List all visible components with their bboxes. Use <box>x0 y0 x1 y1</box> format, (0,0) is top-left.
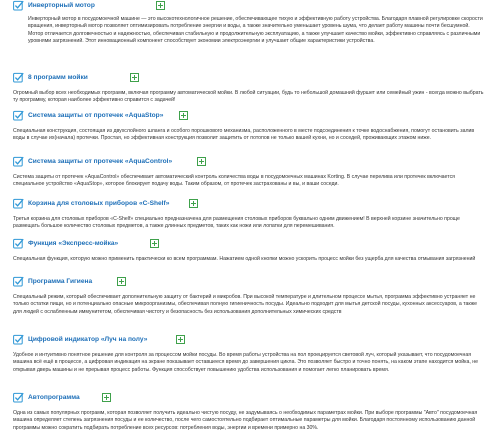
feature-header <box>13 238 484 252</box>
feature-header <box>13 0 484 14</box>
feature-description: Специальный режим, который обеспечивает дополнительную защиту от бактерий и микробов. При высокой температуре и длительном процессе мытья, программа эффективно устраняет не только остатки пищи, но и потенциально опасные микроорганизмы, обеспечивая полную гигиеничность посуды. Идеально подходит для мытья детской посуды, кухонных аксессуаров, а также для людей с ослабленным иммунитетом, обеспечивая чистоту и безопасность без использования дополнительных химических средств <box>13 294 478 315</box>
feature-8-programs <box>0 72 500 105</box>
feature-title: Программа Гигиена <box>28 278 93 285</box>
checkbox-icon <box>13 238 24 249</box>
checkbox-icon <box>13 276 24 287</box>
feature-title: Система защиты от протечек «AquaControl» <box>28 158 173 165</box>
expand-plus-button[interactable] <box>150 239 159 248</box>
checkbox-icon <box>13 72 24 83</box>
feature-header <box>13 110 484 124</box>
feature-title: 8 программ мойки <box>28 74 88 81</box>
feature-header <box>13 198 484 212</box>
feature-express-wash <box>0 238 500 263</box>
expand-plus-button[interactable] <box>197 157 206 166</box>
feature-header <box>13 276 484 290</box>
expand-plus-button[interactable] <box>130 73 139 82</box>
expand-plus-button[interactable] <box>179 111 188 120</box>
feature-header <box>13 156 484 170</box>
feature-header <box>13 72 484 86</box>
checkbox-icon <box>13 334 24 345</box>
feature-description: Специальная функция, которую можно применить практически ко всем программам. Нажатием одной кнопки можно ускорить процесс мойки без ущерба для качества отмывания загрязнений <box>13 256 476 262</box>
checkbox-icon <box>13 110 24 121</box>
expand-plus-button[interactable] <box>156 1 165 10</box>
feature-description: Удобное и интуитивно понятное решение для контроля за процессом мойки посуды. Во время работы устройства на пол проецируется световой луч, который указывает, что посудомоечная машина всё ещё в процессе, а цифровая индикация на экране показывает оставшееся время до завершения цикла. Это позволяет быстро и точно понять, на каком этапе находится мойка, не открывая дверь машины и не прерывая процесс работы. Функция способствует повышению удобства использования и помогает легко планировать время. <box>13 352 479 373</box>
feature-description: Инверторный мотор в посудомоечной машине — это высокотехнологичное решение, обеспечивающее тихую и эффективную работу устройства. Благодаря плавной регулировке скорости вращения, инверторный мотор позволяет оптимизировать потребление энергии и воды, а также значительно уменьшает уровень шума, что делает работу машины почти бесшумной. Мотор отличается долговечностью и надежностью, обеспечивая стабильную и продолжительную эксплуатацию, а также улучшает качество мойки, эффективно справляясь с различными уровнями загрязнений. Этот инновационный компонент способствует экономии электроэнергии и улучшает общие характеристики устройства. <box>28 16 483 45</box>
feature-c-shelf <box>0 198 500 231</box>
feature-description: Третья корзина для столовых приборов «C-Shelf» специально предназначена для размещения столовых приборов буквально одним движением! В верхней корзине значительно проще размещать большое количество столовых предметов, а также длинных предметов, таких как ножи или лопатки для перемешивания. <box>13 216 460 230</box>
feature-title: Система защиты от протечек «AquaStop» <box>28 112 164 119</box>
feature-header <box>13 334 484 348</box>
feature-title: Корзина для столовых приборов «C-Shelf» <box>28 200 170 207</box>
checkbox-icon <box>13 392 24 403</box>
feature-aquacontrol <box>0 156 500 189</box>
feature-title: Функция «Экспресс-мойка» <box>28 240 119 247</box>
feature-inverter-motor <box>0 0 500 46</box>
feature-description: Одна из самых популярных программ, которая позволяет получить идеально чистую посуду, не задумываясь о необходимых параметрах мойки. При выборе программы "Авто" посудомоечная машина определяет степень загрязнения посуды и ее количество, после чего самостоятельно подбирает оптимальные параметры для мойки. Благодаря постоянному использованию данной программы можно сократить подбирать потребление всех ресурсов: потребления воды, энергии и времени примерно на 30%. <box>13 410 478 431</box>
feature-description: Огромный выбор всех необходимых программ, включая программу автоматической мойки. В любой ситуации, будь то небольшой домашний фуршет или семейный ужин - всегда можно выбрать ту программу, которая наиболее эффективно справится с задачей! <box>13 90 484 104</box>
checkbox-icon <box>13 0 24 11</box>
expand-plus-button[interactable] <box>189 199 198 208</box>
feature-header <box>13 392 484 406</box>
feature-title: Цифровой индикатор «Луч на полу» <box>28 336 148 343</box>
expand-plus-button[interactable] <box>117 277 126 286</box>
expand-plus-button[interactable] <box>176 335 185 344</box>
feature-floor-beam <box>0 334 500 374</box>
feature-description: Специальная конструкция, состоящая из двухслойного шланга и особого порошкового механизма, расположенного в месте подсоединения к точке водоснабжения, помогут остановить залив воды в случае их(начала) протечки. Простая, но эффективная конструкция позволит защитить от потопов не только вашей кухни, но и соседей, проживающих этажом ниже. <box>13 128 475 142</box>
checkbox-icon <box>13 198 24 209</box>
expand-plus-button[interactable] <box>102 393 111 402</box>
feature-title: Инверторный мотор <box>28 2 95 9</box>
feature-description: Система защиты от протечек «AquaControl» обеспечивает автоматический контроль количества воды в посудомоечных машинах Korting. В случае перелива или протечек включается специальное устройство «AquaStop», которое блокирует подачу воды. Таким образом, от протечек застрахованы и вы, и ваши соседи. <box>13 174 455 188</box>
feature-hygiene-program <box>0 276 500 316</box>
feature-auto-program <box>0 392 500 432</box>
feature-aquastop <box>0 110 500 143</box>
checkbox-icon <box>13 156 24 167</box>
feature-title: Автопрограмма <box>28 394 80 401</box>
